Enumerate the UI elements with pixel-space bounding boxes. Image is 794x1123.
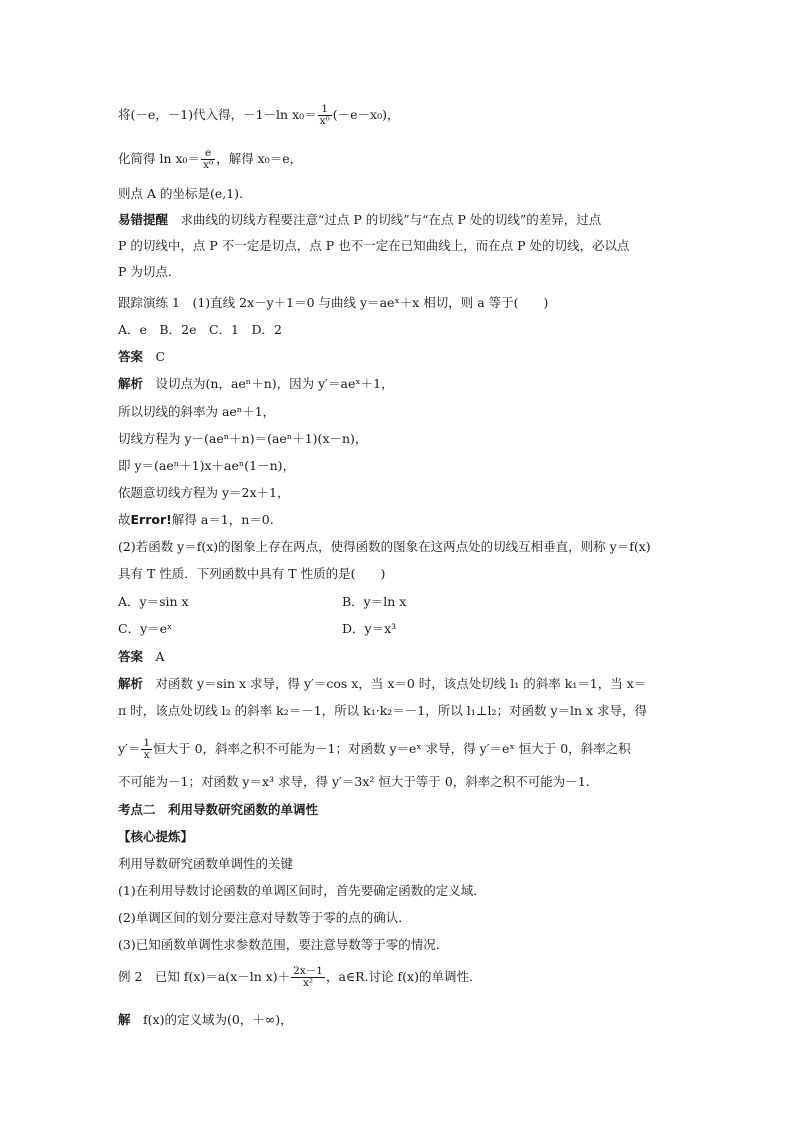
fraction <box>201 148 215 171</box>
text: ，解得 x₀＝e， <box>216 151 303 166</box>
text: 将(－e，－1)代入得，－1－ln x₀＝ <box>118 107 317 122</box>
fraction <box>291 966 325 989</box>
error-reminder-line <box>118 212 601 228</box>
analysis-line <box>118 376 394 392</box>
fraction <box>318 104 332 127</box>
text: f(x)的定义域为(0，＋∞)， <box>130 1012 293 1027</box>
denominator: x⁰ <box>203 159 214 171</box>
core-summary-heading: 【核心提炼】 <box>118 829 194 844</box>
text: (1)直线 2x－y＋1＝0 与曲线 y＝aeˣ＋x 相切，则 a 等于( ) <box>179 295 549 310</box>
point-a-line: 则点 A 的坐标是(e,1). <box>118 186 244 201</box>
analysis-line: 所以切线的斜率为 aeⁿ＋1， <box>118 404 276 419</box>
answer-line <box>118 349 165 365</box>
analysis-label: 解析 <box>118 376 144 391</box>
numerator: 1 <box>143 737 151 749</box>
error-reminder-label: 易错提醒 <box>118 212 169 227</box>
numerator: 2x－1 <box>293 965 323 977</box>
core-summary-point: (3)已知函数单调性求参数范围，要注意导数等于零的情况． <box>118 937 449 952</box>
analysis-label: 解析 <box>118 676 144 691</box>
analysis-line <box>118 738 631 761</box>
error-reminder-line-2: P 的切线中，点 P 不一定是切点，点 P 也不一定在已知曲线上，而在点 P 处的切线，必以点 <box>118 238 630 253</box>
core-summary-point: (2)单调区间的划分要注意对导数等于零的点的确认． <box>118 910 411 925</box>
text: ，a∈R.讨论 f(x)的单调性． <box>325 969 482 984</box>
solution-label: 解 <box>118 1012 131 1027</box>
analysis-line: π 时，该点处切线 l₂ 的斜率 k₂＝－1，所以 k₁·k₂＝－1，所以 l₁⊥l₂；对函数 y＝ln x 求导，得 <box>118 703 648 718</box>
analysis-line: 不可能为－1；对函数 y＝x³ 求导，得 y′＝3x² 恒大于等于 0，斜率之积不可能为－1. <box>118 774 590 789</box>
text: 求曲线的切线方程要注意“过点 P 的切线”与“在点 P 处的切线”的差异，过点 <box>168 212 602 227</box>
error-marker: Error! <box>130 512 172 527</box>
text: A <box>143 649 165 664</box>
fraction <box>141 738 152 761</box>
example-2-line <box>118 966 481 989</box>
answer-label: 答案 <box>118 649 144 664</box>
text: 对函数 y＝sin x 求导，得 y′＝cos x，当 x＝0 时，该点处切线 l₁ 的斜率 k₁＝1，当 x＝ <box>143 676 647 691</box>
option-c: C．y＝eˣ <box>118 621 173 636</box>
text: 恒大于 0，斜率之积不可能为－1；对函数 y＝eˣ 求导，得 y′＝eˣ 恒大于 0，斜率之积 <box>153 741 631 756</box>
option-b: B．y＝ln x <box>342 594 407 609</box>
question-2-line: (2)若函数 y＝f(x)的图象上存在两点，使得函数的图象在这两点处的切线互相垂直，则称 y＝f(x) <box>118 539 651 554</box>
text: 化简得 ln x₀＝ <box>118 151 201 166</box>
core-summary-point: (1)在利用导数讨论函数的单调区间时，首先要确定函数的定义域． <box>118 883 486 898</box>
text: 设切点为(n，aeⁿ＋n)，因为 y′＝aeˣ＋1， <box>143 376 394 391</box>
text: 例 2 已知 f(x)＝a(x－ln x)＋ <box>118 969 291 984</box>
practice-label: 跟踪演练 1 <box>118 295 180 310</box>
text: 故 <box>118 512 131 527</box>
text: 解得 a＝1，n＝0. <box>171 512 274 527</box>
answer-label: 答案 <box>118 349 144 364</box>
simplify-line <box>118 148 302 171</box>
analysis-line: 即 y＝(aeⁿ＋1)x＋aeⁿ(1－n)， <box>118 458 296 473</box>
numerator: e <box>201 148 215 160</box>
text: C <box>143 349 166 364</box>
text: (－e－x₀)， <box>332 107 400 122</box>
numerator: 1 <box>318 104 332 116</box>
error-reminder-line-3: P 为切点． <box>118 264 181 279</box>
denominator: x⁰ <box>319 115 330 127</box>
answer-line <box>118 649 165 665</box>
section-heading: 考点二 利用导数研究函数的单调性 <box>118 802 319 817</box>
analysis-line <box>118 676 646 692</box>
practice-options: A．e B．2e C．1 D．2 <box>118 322 282 337</box>
core-summary-line: 利用导数研究函数单调性的关键 <box>118 856 294 871</box>
option-d: D．y＝x³ <box>342 621 397 636</box>
substitution-line <box>118 104 400 127</box>
practice-question-1 <box>118 295 548 311</box>
denominator: x² <box>302 977 314 989</box>
option-a: A．y＝sin x <box>118 594 189 609</box>
analysis-line: 切线方程为 y－(aeⁿ＋n)＝(aeⁿ＋1)(x－n)， <box>118 431 368 446</box>
solution-line <box>118 1012 293 1028</box>
analysis-line <box>118 512 274 528</box>
analysis-line: 依题意切线方程为 y＝2x＋1， <box>118 485 290 500</box>
question-2-line: 具有 T 性质．下列函数中具有 T 性质的是( ) <box>118 566 386 581</box>
text: y′＝ <box>118 741 141 756</box>
denominator: x <box>143 749 150 761</box>
